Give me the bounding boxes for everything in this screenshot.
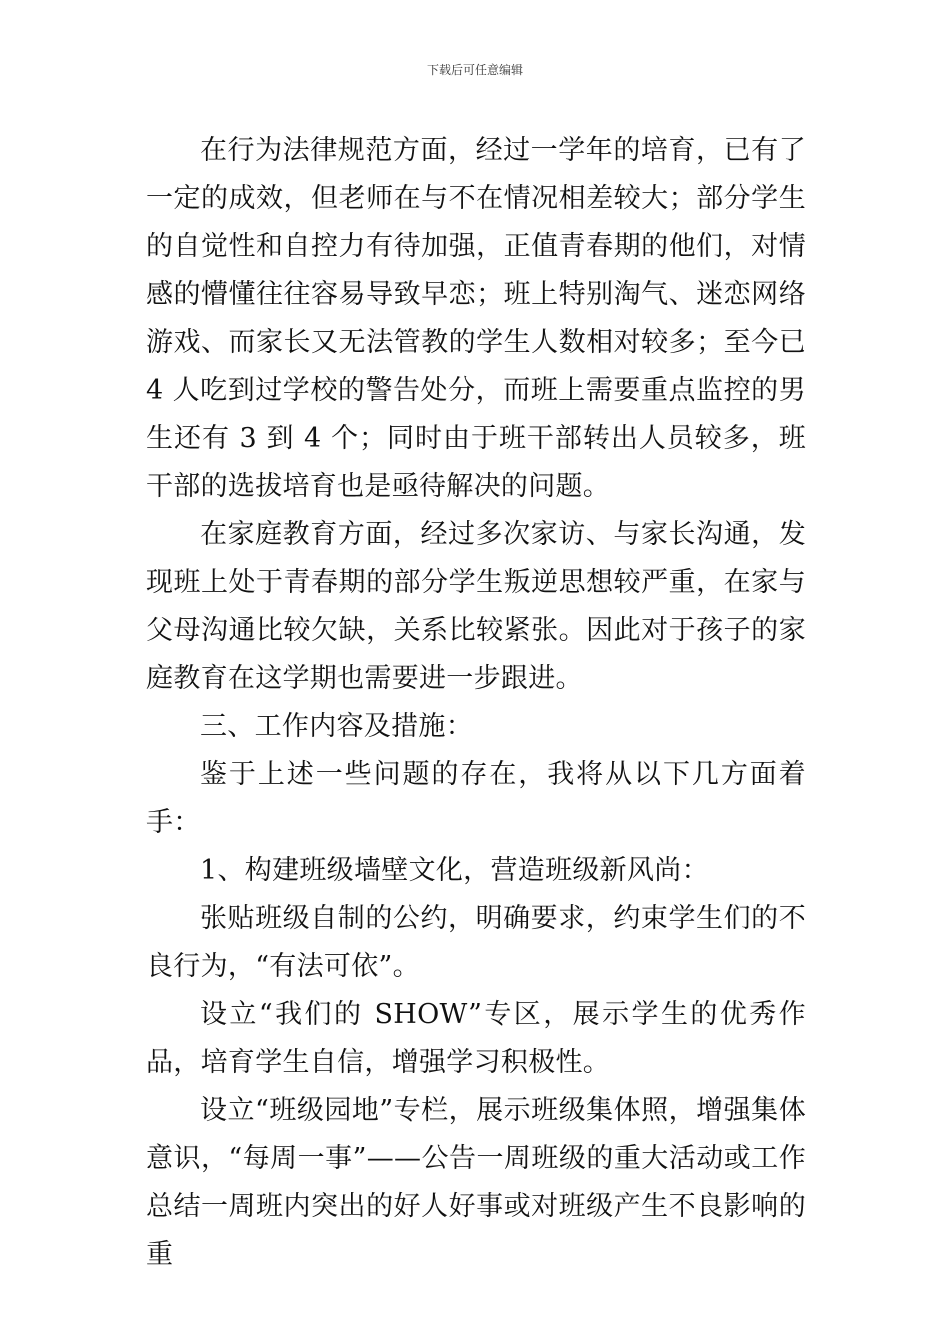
paragraph-family-education: 在家庭教育方面，经过多次家访、与家长沟通，发现班上处于青春期的部分学生叛逆思想较严重，在家与父母沟通比较欠缺，关系比较紧张。因此对于孩子的家庭教育在这学期也需要进一步跟进。 [146,519,806,694]
list-item-heading-1: 1、构建班级墙壁文化，营造班级新风尚： [200,855,709,886]
paragraph-class-convention: 张贴班级自制的公约，明确要求，约束学生们的不良行为，“有法可依”。 [146,903,806,982]
section-heading-work-content: 三、工作内容及措施： [200,711,473,742]
paragraph-show-zone: 设立“我们的 SHOW”专区，展示学生的优秀作品，培育学生自信，增强学习积极性。 [146,999,806,1078]
page-header: 下载后可任意编辑 [426,63,523,77]
document-body [146,127,806,1279]
paragraph-class-garden: 设立“班级园地”专栏，展示班级集体照，增强集体意识，“每周一事”——公告一周班级的重大活动或工作总结一周班内突出的好人好事或对班级产生不良影响的重 [146,1095,806,1270]
paragraph-behavior-norms: 在行为法律规范方面，经过一学年的培育，已有了一定的成效，但老师在与不在情况相差较大；部分学生的自觉性和自控力有待加强，正值青春期的他们，对情感的懵懂往往容易导致早恋；班上特别淘气、迷恋网络游戏、而家长又无法管教的学生人数相对较多；至今已 4 人吃到过学校的警告处分，而班上需要重点监控的男生还有 3 到 4 个；同时由于班干部转出人员较多，班干部的选拔培育也是亟待解决的问题。 [146,135,806,502]
paragraph-intro: 鉴于上述一些问题的存在，我将从以下几方面着手： [146,759,806,838]
